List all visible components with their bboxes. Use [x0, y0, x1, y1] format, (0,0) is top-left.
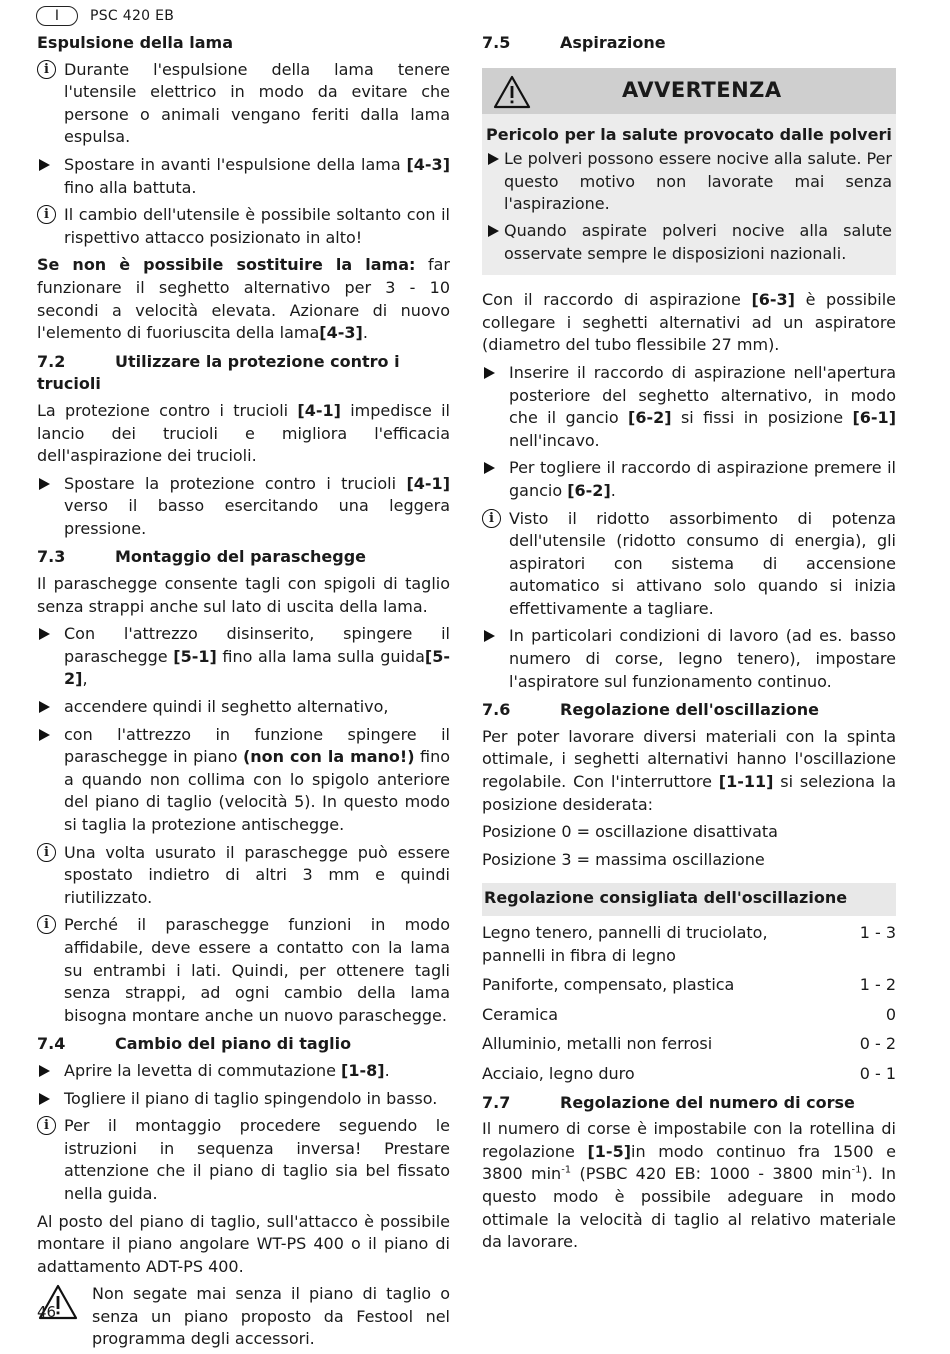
- part-ref: [6-3]: [751, 290, 795, 310]
- info-icon: i: [37, 915, 56, 934]
- part-ref: [4-1]: [297, 400, 341, 420]
- step-text: Aprire la levetta di commutazione [1-8].: [64, 1060, 390, 1080]
- part-ref: [1-8]: [341, 1060, 385, 1080]
- arrow-bullet-icon: [39, 159, 50, 171]
- step-item: [482, 457, 896, 502]
- warning-title: AVVERTENZA: [622, 78, 782, 103]
- paragraph: Il numero di corse è impostabile con la rotellina di regolazione [1-5]in modo continuo fra 1500 e 3800 $\min^{-1}$ (PSBC 420 EB: 1000 - 3800 $\min^{-1}$). In questo modo è possibile adeguare in modo ottimale la velocità di taglio al relativo materiale da lavorare.: [482, 1119, 896, 1252]
- table-row: [482, 968, 896, 997]
- warning-header: [482, 68, 896, 114]
- heading-7-3: 7.3 Montaggio del paraschegge: [37, 547, 367, 567]
- paragraph: Al posto del piano di taglio, sull'attacco è possibile montare il piano angolare WT-PS 400 o il piano di adattamento ADT-PS 400.: [37, 1211, 450, 1276]
- table-cell-value: 0 - 2: [859, 1034, 896, 1054]
- arrow-bullet-icon: [39, 478, 50, 490]
- arrow-bullet-icon: [39, 628, 50, 640]
- caution-text: Non segate mai senza il piano di taglio o senza un piano proposto da Festool nel programma degli accessori.: [92, 1284, 450, 1349]
- step-item: [37, 473, 450, 541]
- arrow-bullet-icon: [488, 153, 499, 165]
- info-icon: i: [37, 205, 56, 224]
- info-text: Per il montaggio procedere seguendo le istruzioni in sequenza inversa! Prestare attenzione che il piano di taglio sia bel fissato nella guida.: [64, 1116, 450, 1203]
- arrow-bullet-icon: [39, 1065, 50, 1077]
- arrow-bullet-icon: [488, 225, 499, 237]
- info-note: [37, 914, 450, 1027]
- model-name: PSC 420 EB: [90, 8, 175, 24]
- warning-item-text: Quando aspirate polveri nocive alla salute osservate sempre le disposizioni nazionali.: [504, 220, 892, 263]
- part-ref: [5-2]: [64, 646, 451, 689]
- step-item: [482, 625, 896, 693]
- step-item: [37, 696, 450, 719]
- warning-triangle-icon: [492, 74, 532, 110]
- info-text: Durante l'espulsione della lama tenere l'utensile elettrico in modo da evitare che persone o animali vengano feriti dalla lama espulsa.: [64, 59, 450, 147]
- info-icon: i: [37, 60, 56, 79]
- part-ref: [1-5]: [587, 1141, 632, 1161]
- step-item: [37, 724, 450, 837]
- table-cell-value: 0: [885, 1004, 896, 1024]
- heading-7-4: 7.4 Cambio del piano di taglio: [37, 1034, 352, 1054]
- heading-7-2: 7.2 Utilizzare la protezione contro i trucioli: [37, 351, 400, 394]
- part-ref: [6-2]: [567, 480, 611, 500]
- info-note: [37, 59, 450, 149]
- table-cell-material: Paniforte, compensato, plastica: [482, 975, 735, 995]
- table-cell-material: Legno tenero, pannelli di truciolato, pannelli in fibra di legno: [482, 923, 768, 965]
- arrow-bullet-icon: [39, 701, 50, 713]
- part-ref: [6-2]: [628, 408, 672, 428]
- paragraph: Per poter lavorare diversi materiali con la spinta ottimale, i seghetti alternativi hanno l'oscillazione regolabile. Con l'interruttore [1-11] si seleziona la posizione desiderata:: [482, 726, 896, 814]
- table-cell-value: 1 - 2: [859, 975, 896, 995]
- step-text: Inserire il raccordo di aspirazione nell'apertura posteriore del seghetto alternativo, in modo che il gancio [6-2] si fissi in posizione [6-1] nell'incavo.: [509, 362, 896, 450]
- table-row: [482, 1057, 896, 1086]
- table-row: [482, 1027, 896, 1056]
- step-text: accendere quindi il seghetto alternativo,: [64, 697, 389, 717]
- step-text: con l'attrezzo in funzione spingere il paraschegge in piano (non con la mano!) fino a quando non collima con lo spigolo anteriore del piano di taglio (velocità 5). In questo modo si taglia la protezione antischegge.: [64, 724, 451, 834]
- info-note: [37, 842, 450, 910]
- warning-item: [486, 148, 892, 216]
- table-cell-material: Acciaio, legno duro: [482, 1063, 635, 1083]
- paragraph: La protezione contro i trucioli [4-1] impedisce il lancio dei trucioli e migliora l'efficacia dell'aspirazione dei trucioli.: [37, 400, 450, 466]
- step-item: [37, 1088, 450, 1111]
- info-icon: i: [37, 1116, 56, 1135]
- table-cell-material: Alluminio, metalli non ferrosi: [482, 1034, 713, 1054]
- page-number: 46: [37, 1303, 57, 1321]
- part-ref: [4-1]: [406, 473, 450, 493]
- paragraph: Con il raccordo di aspirazione [6-3] è possibile collegare i seghetti alternativi ad un aspiratore (diametro del tubo flessibile 27 mm).: [482, 290, 896, 355]
- warning-item-text: Le polveri possono essere nocive alla salute. Per questo motivo non lavorate mai senza l'aspirazione.: [504, 149, 892, 214]
- info-note: [37, 1115, 450, 1205]
- heading-7-7: 7.7 Regolazione del numero di corse: [482, 1092, 855, 1112]
- table-cell-value: 1 - 3: [859, 923, 896, 942]
- part-ref: [6-1]: [852, 408, 896, 428]
- step-text: Per togliere il raccordo di aspirazione premere il gancio [6-2].: [509, 458, 896, 500]
- info-note: [482, 508, 896, 621]
- part-ref: [5-1]: [173, 646, 217, 666]
- warning-item: [486, 220, 892, 265]
- language-badge: I: [36, 6, 78, 26]
- table-header: Regolazione consigliata dell'oscillazione: [482, 883, 896, 916]
- warning-subtitle: Pericolo per la salute provocato dalle polveri: [486, 124, 892, 144]
- info-note: [37, 204, 450, 249]
- step-text: Togliere il piano di taglio spingendolo in basso.: [64, 1088, 438, 1108]
- info-icon: i: [482, 509, 501, 528]
- left-column: [37, 32, 450, 1351]
- step-item: [37, 1060, 450, 1083]
- paragraph: Se non è possibile sostituire la lama: far funzionare il seghetto alternativo per 3 - 10 secondi a velocità elevata. Azionare di nuovo l'elemento di fuoriuscita della lama[4-3].: [37, 255, 450, 343]
- paragraph: Il paraschegge consente tagli con spigoli di taglio senza strappi anche sul lato di uscita della lama.: [37, 574, 450, 616]
- info-text: Perché il paraschegge funzioni in modo affidabile, deve essere a contatto con la lama su entrambi i lati. Quindi, per ottenere tagli senza strappi, ad ogni cambio della lama bisogna montare anche un nuovo paraschegge.: [64, 915, 450, 1025]
- step-item: [37, 154, 450, 199]
- table-cell-value: 0 - 1: [859, 1063, 896, 1083]
- heading-7-6: 7.6 Regolazione dell'oscillazione: [482, 700, 819, 720]
- step-text: In particolari condizioni di lavoro (ad es. basso numero di corse, legno tenero), impostare l'aspiratore sul funzionamento continuo.: [509, 626, 896, 691]
- part-ref: [1-11]: [718, 772, 774, 792]
- arrow-bullet-icon: [39, 729, 50, 741]
- right-column: [482, 32, 896, 1259]
- part-ref: [4-3]: [406, 154, 450, 174]
- step-item: [37, 623, 450, 691]
- page-header: [36, 6, 174, 26]
- table-row: [482, 998, 896, 1027]
- arrow-bullet-icon: [39, 1093, 50, 1105]
- warning-box: [482, 68, 896, 276]
- info-text: Visto il ridotto assorbimento di potenza dell'utensile (ridotto consumo di energia), gli aspiratori con sistema di accensione automatico si attivano solo quando si inizia effettivamente a tagliare.: [509, 508, 896, 618]
- position-line: Posizione 0 = oscillazione disattivata: [482, 822, 778, 842]
- heading-blade-eject: Espulsione della lama: [37, 33, 233, 52]
- step-text: Spostare in avanti l'espulsione della lama [4-3] fino alla battuta.: [64, 154, 450, 197]
- table-row: [482, 916, 896, 967]
- part-ref: [4-3]: [319, 323, 363, 343]
- arrow-bullet-icon: [484, 367, 495, 379]
- info-text: Una volta usurato il paraschegge può essere spostato indietro di altri 3 mm e quindi riutilizzato.: [64, 842, 450, 907]
- oscillation-table: [482, 883, 896, 1085]
- table-cell-material: Ceramica: [482, 1004, 559, 1024]
- position-line: Posizione 3 = massima oscillazione: [482, 849, 765, 869]
- arrow-bullet-icon: [484, 462, 495, 474]
- info-icon: i: [37, 843, 56, 862]
- step-text: Con l'attrezzo disinserito, spingere il paraschegge [5-1] fino alla lama sulla guida[5-2],: [64, 624, 451, 689]
- step-item: [482, 362, 896, 452]
- info-text: Il cambio dell'utensile è possibile soltanto con il rispettivo attacco posizionato in alto!: [64, 205, 450, 247]
- caution-note: [37, 1283, 450, 1351]
- arrow-bullet-icon: [484, 630, 495, 642]
- step-text: Spostare la protezione contro i trucioli [4-1] verso il basso esercitando una leggera pressione.: [64, 473, 450, 538]
- heading-7-5: 7.5 Aspirazione: [482, 33, 666, 52]
